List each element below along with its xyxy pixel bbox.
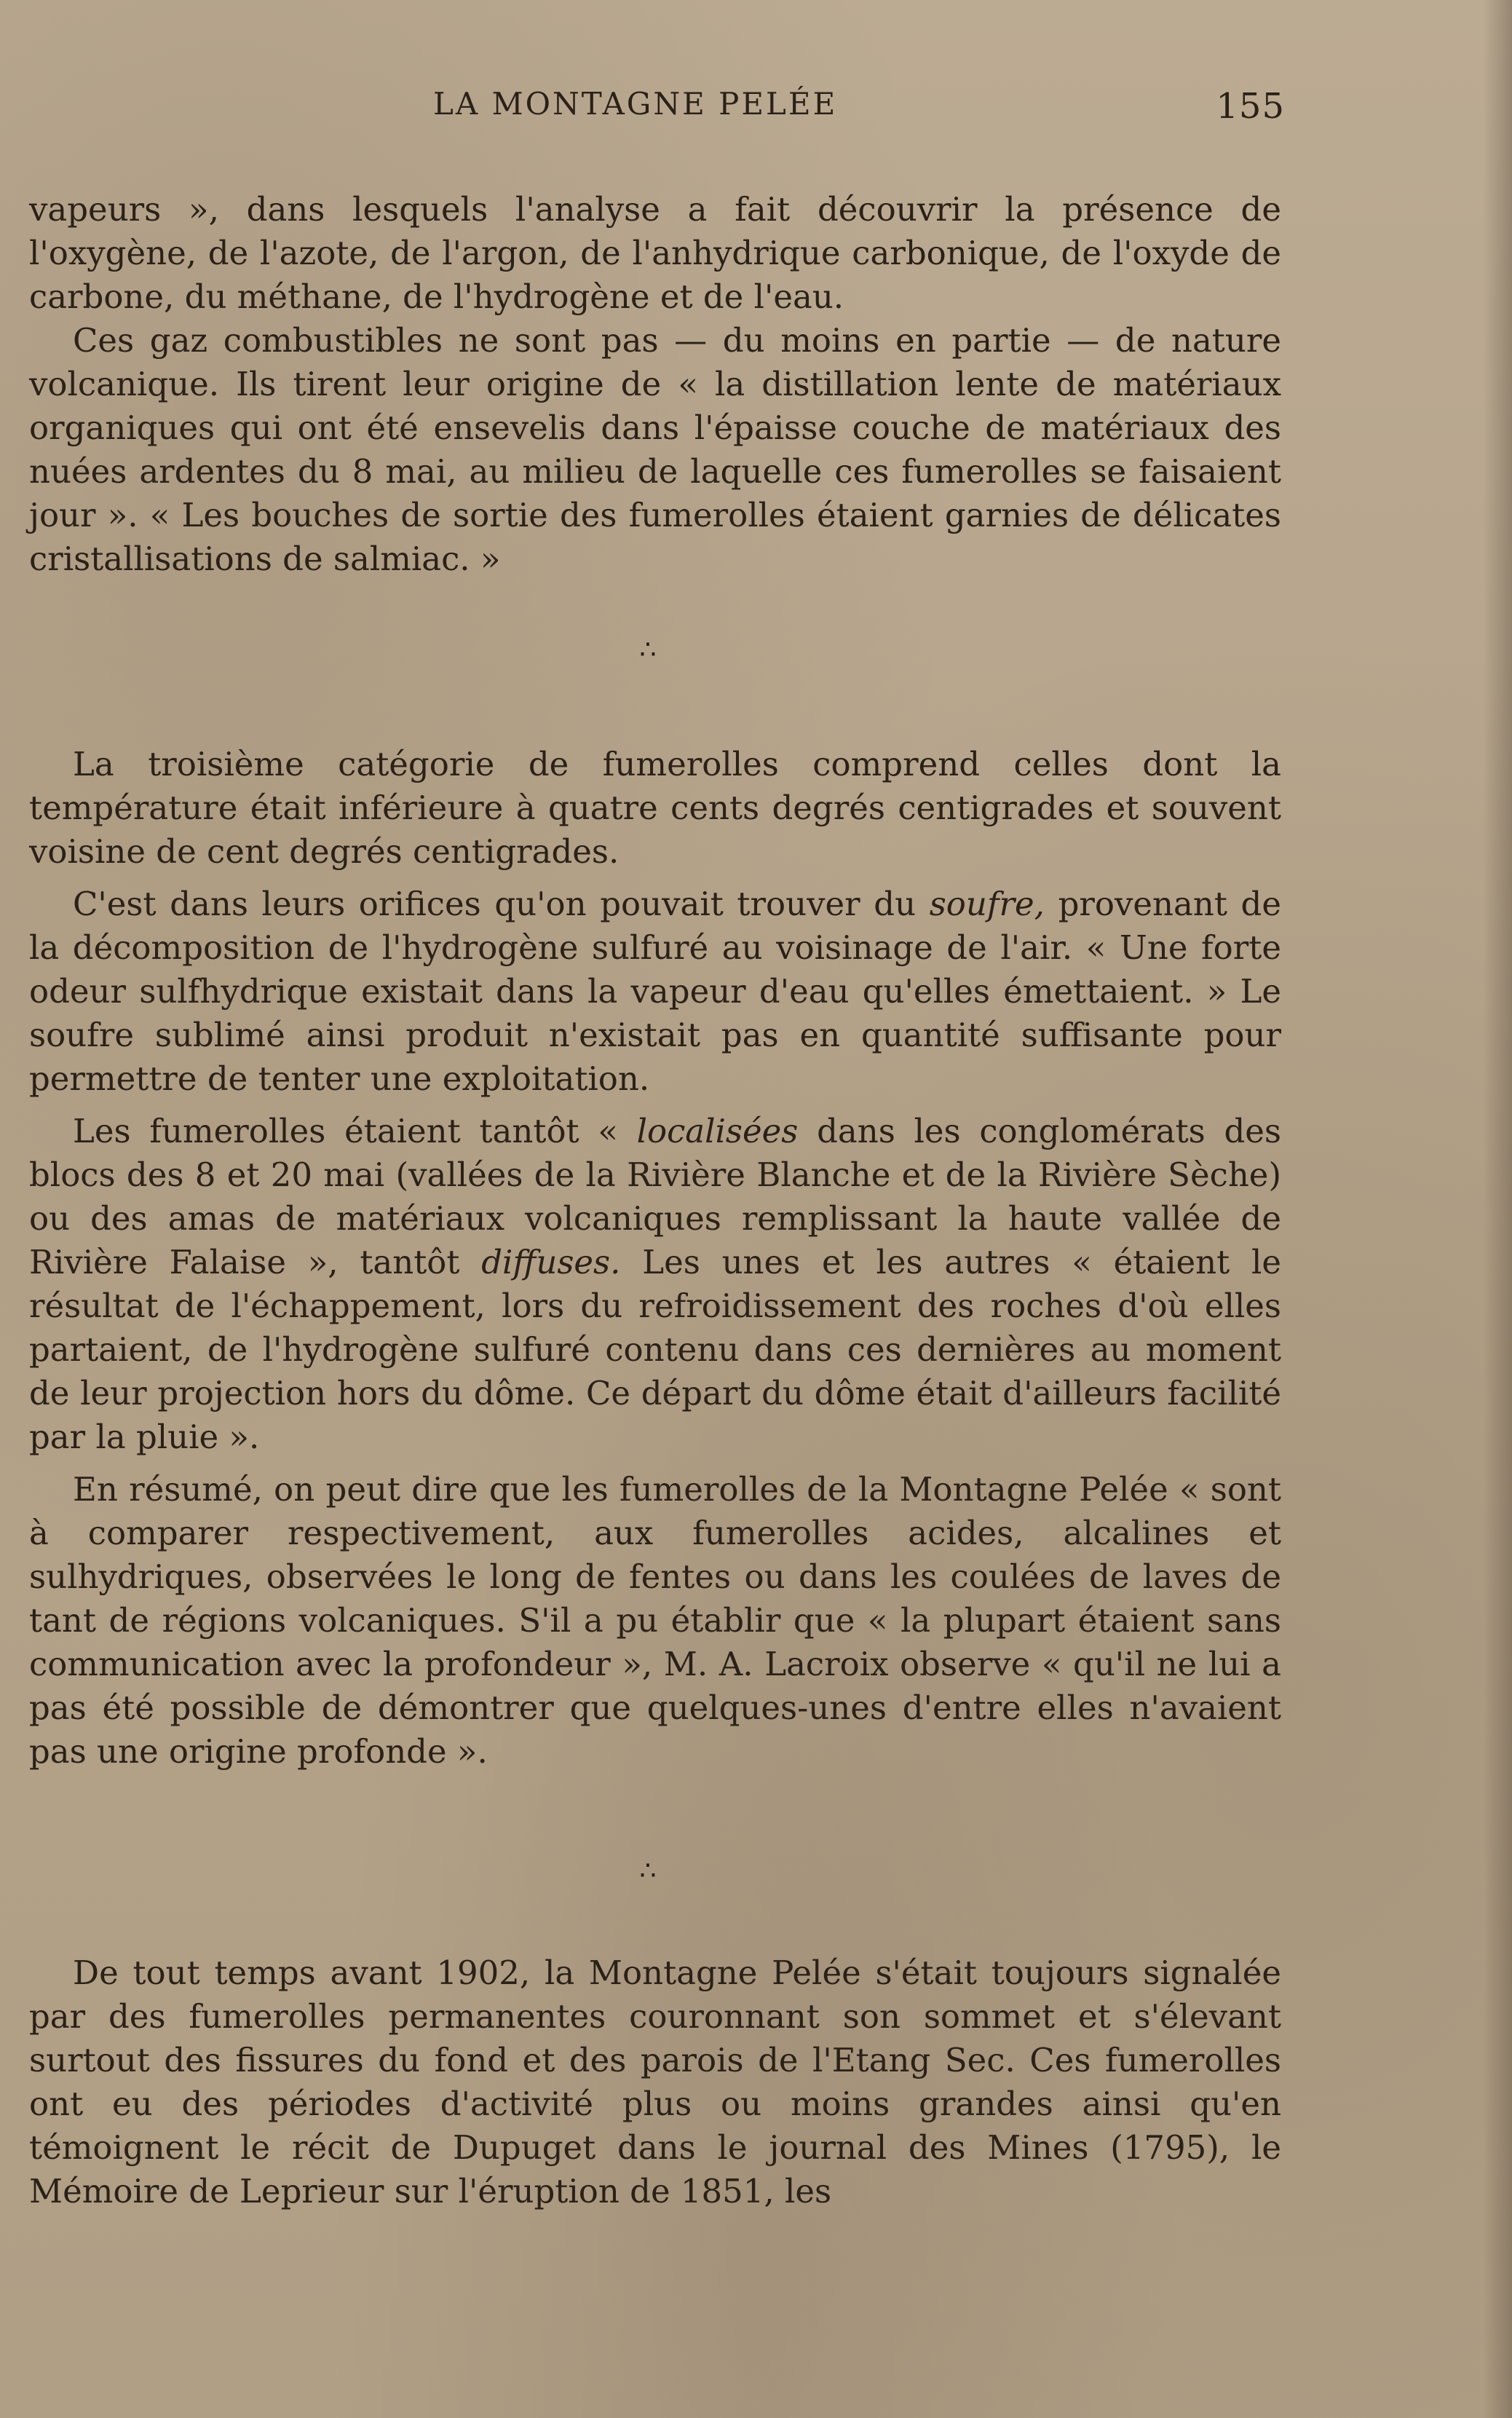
section-ornament: ∴ <box>639 1856 657 1886</box>
italic-term-soufre: soufre, <box>929 885 1045 923</box>
page-edge-shadow <box>1483 0 1512 2418</box>
paragraph-localisees <box>29 1110 1281 1459</box>
paragraph-continuation: vapeurs », dans lesquels l'analyse a fait découvrir la présence de l'oxygène, de l'azote, de l'argon, de l'anhydrique carbonique, de l'oxyde de carbone, du méthane, de l'hydrogène et de l'eau. <box>29 190 1281 316</box>
section-ornament: ∴ <box>639 635 657 665</box>
text-run: C'est dans leurs orifices qu'on pouvait trouver du <box>73 885 930 923</box>
paragraph-troisieme-categorie: La troisième catégorie de fumerolles comprend celles dont la température était inférieure à quatre cents degrés centigrades et souvent voisine de cent degrés centigrades. <box>29 745 1281 871</box>
paragraph-gaz-combustibles: Ces gaz combustibles ne sont pas — du moins en partie — de nature volcanique. Ils tirent leur origine de « la distillation lente de matériaux organiques qui ont été ensevelis dans l'épaisse couche de matériaux des nuées ardentes du 8 mai, au milieu de laquelle ces fumerolles se faisaient jour ». « Les bouches de sortie des fumerolles étaient garnies de délicates cristallisations de salmiac. » <box>29 321 1281 578</box>
text-run: provenant de la décomposition de l'hydrogène sulfuré au voisinage de l'air. « Une forte odeur sulfhydrique existait dans la vapeur d'eau qu'elles émettaient. » Le soufre sublimé ainsi produit n'existait pas en quantité suffisante pour permettre de tenter une exploitation. <box>29 885 1281 1098</box>
italic-term-diffuses: diffuses. <box>481 1243 621 1281</box>
paragraph-soufre <box>29 882 1281 1101</box>
section-1 <box>29 188 1281 581</box>
section-3 <box>29 1951 1281 2213</box>
paragraph-de-tout-temps: De tout temps avant 1902, la Montagne Pelée s'était toujours signalée par des fumerolles permanentes couronnant son sommet et s'élevant surtout des fissures du fond et des parois de l'Etang Sec. Ces fumerolles ont eu des périodes d'activité plus ou moins grandes ainsi qu'en témoignent le récit de Dupuget dans le journal des Mines (1795), le Mémoire de Leprieur sur l'éruption de 1851, les <box>29 1953 1281 2210</box>
page-number: 155 <box>1216 86 1285 127</box>
italic-term-localisees: localisées <box>636 1112 799 1150</box>
text-run: Les fumerolles étaient tantôt « <box>73 1112 637 1150</box>
text-run: dans les conglomérats des blocs des 8 et 20 mai (vallées de la Rivière Blanche et de la Rivière Sèche) ou des amas de matériaux volcaniques remplissant la haute vallée de Rivière Falaise », tantôt <box>29 1112 1281 1281</box>
paragraph-en-resume: En résumé, on peut dire que les fumerolles de la Montagne Pelée « sont à comparer respectivement, aux fumerolles acides, alcalines et sulhydriques, observées le long de fentes ou dans les coulées de laves de tant de régions volcaniques. S'il a pu établir que « la plupart étaient sans communication avec la profondeur », M. A. Lacroix observe « qu'il ne lui a pas été possible de démontrer que quelques-unes d'entre elles n'avaient pas une origine profonde ». <box>29 1470 1281 1771</box>
running-header <box>29 86 1285 137</box>
running-title: LA MONTAGNE PELÉE <box>433 86 838 122</box>
section-2 <box>29 743 1281 1774</box>
text-run: Les unes et les autres « étaient le résultat de l'échappement, lors du refroidissement des roches d'où elles partaient, de l'hydrogène sulfuré contenu dans ces dernières au moment de leur projection hors du dôme. Ce départ du dôme était d'ailleurs facilité par la pluie ». <box>29 1243 1281 1456</box>
